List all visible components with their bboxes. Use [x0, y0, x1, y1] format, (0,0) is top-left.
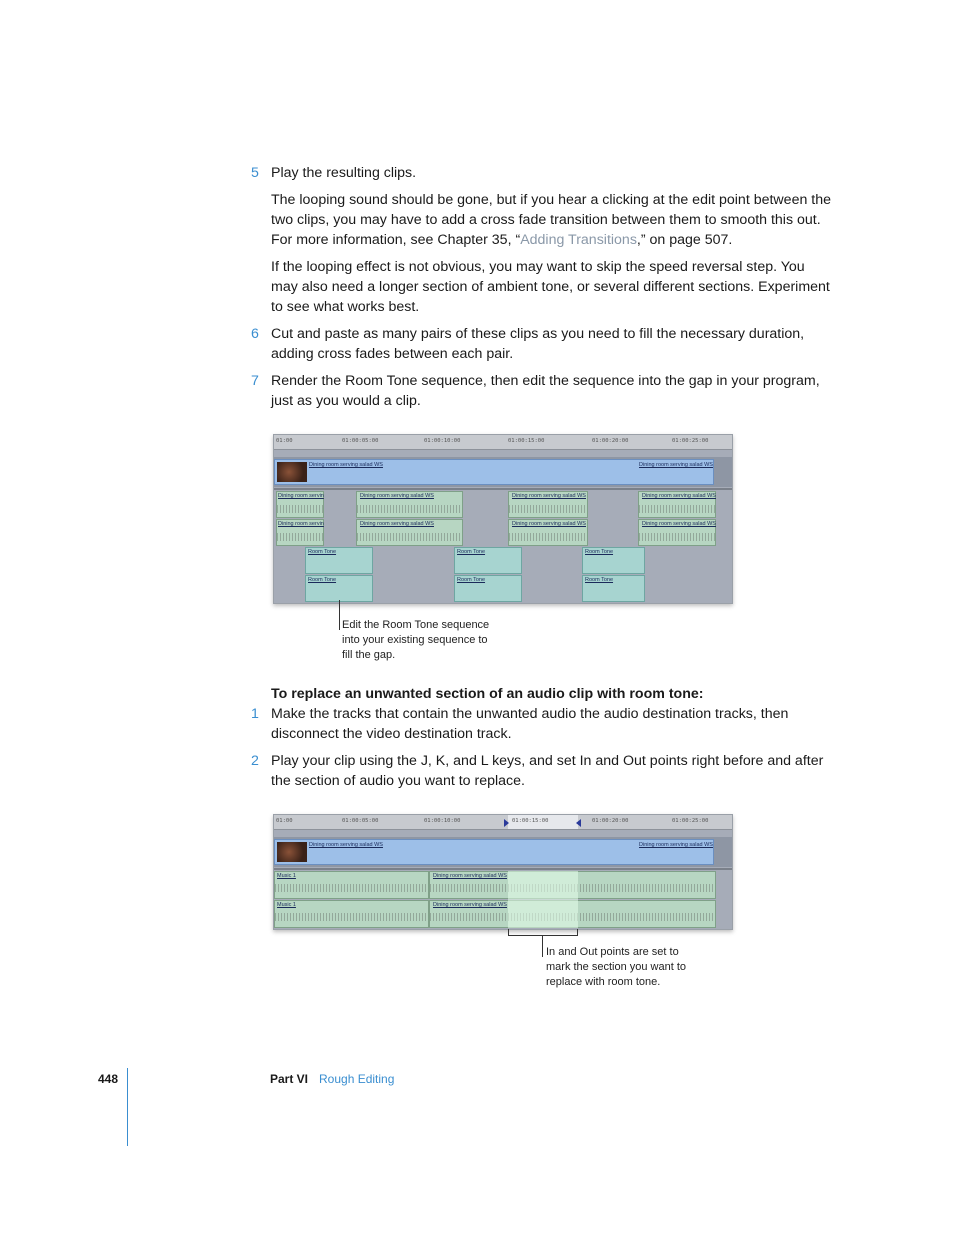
video-thumbnail: [277, 462, 307, 482]
clip-label: Room Tone: [457, 549, 486, 555]
ruler-tick: 01:00:20:00: [592, 438, 629, 444]
clip-label: Dining room serving salad WS: [512, 521, 586, 527]
audio-clip[interactable]: [356, 491, 463, 518]
audio-waveform: [277, 533, 323, 541]
clip-label: Dining room serving salad WS: [433, 902, 507, 908]
step-text: Play the resulting clips.: [271, 165, 417, 181]
room-tone-clip[interactable]: [305, 575, 373, 602]
clip-label: Room Tone: [585, 549, 614, 555]
ruler-tick: 01:00:15:00: [512, 818, 549, 824]
section-heading: To replace an unwanted section of an audio clip with room tone:: [271, 686, 704, 702]
figure-callout: Edit the Room Tone sequence into your existing sequence to fill the gap.: [342, 619, 490, 661]
ruler-tick: 01:00: [276, 438, 293, 444]
cross-reference-link[interactable]: Adding Transitions: [520, 232, 637, 248]
audio-clip[interactable]: [638, 491, 716, 518]
track-divider: [274, 488, 732, 490]
room-tone-clip[interactable]: [454, 547, 522, 574]
clip-label: Dining room serving salad WS: [360, 493, 434, 499]
video-thumbnail: [277, 842, 307, 862]
clip-label: Dining room serving salad WS: [433, 873, 507, 879]
clip-label: Dining room serving salad WS: [309, 462, 383, 468]
clip-label: Dining room serving salad WS: [309, 842, 383, 848]
clip-label: Music 1: [277, 902, 296, 908]
audio-clip[interactable]: [508, 519, 588, 546]
paragraph-text: The looping sound should be gone, but if you hear a clicking at the edit point between the two clips, you may have to add a cross fade transition between them to smooth this out. For more information, see Chapter 35, “: [271, 192, 832, 248]
step-number: 1: [251, 706, 259, 722]
audio-waveform: [357, 505, 462, 513]
callout-bracket: [508, 929, 578, 936]
footer-divider: [127, 1068, 128, 1146]
figure-callout: In and Out points are set to mark the section you want to replace with room tone.: [546, 946, 687, 988]
audio-waveform: [509, 533, 587, 541]
clip-label: Dining room servin: [278, 493, 324, 499]
ruler-tick: 01:00:25:00: [672, 438, 709, 444]
timeline-ruler: [274, 815, 732, 830]
track-divider: [274, 868, 732, 870]
audio-waveform: [639, 533, 715, 541]
clip-label: Dining room serving salad WS: [642, 521, 716, 527]
clip-label: Dining room serving salad WS: [512, 493, 586, 499]
audio-waveform: [277, 505, 323, 513]
audio-clip[interactable]: [508, 491, 588, 518]
audio-waveform: [275, 913, 428, 921]
step-number: 7: [251, 373, 259, 389]
video-track: [274, 837, 732, 867]
clip-label: Music 1: [277, 873, 296, 879]
audio-clip[interactable]: [276, 519, 324, 546]
ruler-tick: 01:00:05:00: [342, 818, 379, 824]
clip-label: Dining room serving salad WS: [639, 842, 713, 848]
paragraph: [271, 190, 831, 250]
audio-clip[interactable]: [276, 491, 324, 518]
callout-leader: [339, 600, 340, 630]
timeline-screenshot: [273, 434, 733, 604]
audio-waveform: [639, 505, 715, 513]
clip-label: Dining room serving salad WS: [360, 521, 434, 527]
timeline-screenshot: [273, 814, 733, 930]
clip-label: Dining room serving salad WS: [642, 493, 716, 499]
step-text: Cut and paste as many pairs of these clips as you need to fill the necessary duration, adding cross fades between each pair.: [271, 326, 805, 362]
paragraph: If the looping effect is not obvious, you may want to skip the speed reversal step. You may also need a longer section of ambient tone, or several different sections. Experiment to see what works best.: [271, 259, 830, 315]
selected-audio-section: [508, 871, 578, 928]
clip-label: Room Tone: [308, 577, 337, 583]
step-text: Render the Room Tone sequence, then edit the sequence into the gap in your program, just as you would a clip.: [271, 373, 820, 409]
ruler-tick: 01:00:20:00: [592, 818, 629, 824]
audio-waveform: [509, 505, 587, 513]
in-point-marker[interactable]: [504, 819, 509, 827]
ruler-tick: 01:00:10:00: [424, 818, 461, 824]
step-number: 6: [251, 326, 259, 342]
ruler-tick: 01:00:25:00: [672, 818, 709, 824]
step-number: 5: [251, 165, 259, 181]
footer-part: Part VI: [270, 1072, 309, 1086]
clip-label: Room Tone: [308, 549, 337, 555]
step-number: 2: [251, 753, 259, 769]
ruler-tick: 01:00:05:00: [342, 438, 379, 444]
timeline-ruler: [274, 435, 732, 450]
paragraph-text: ,” on page 507.: [636, 232, 733, 248]
audio-waveform: [275, 884, 428, 892]
out-point-marker[interactable]: [576, 819, 581, 827]
clip-label: Dining room serving salad WS: [639, 462, 713, 468]
step-text: Make the tracks that contain the unwanted audio the audio destination tracks, then disconnect the video destination track.: [271, 706, 789, 742]
room-tone-clip[interactable]: [582, 547, 645, 574]
video-clip[interactable]: [274, 459, 714, 485]
audio-clip[interactable]: [274, 900, 429, 928]
ruler-tick: 01:00:15:00: [508, 438, 545, 444]
ruler-tick: 01:00: [276, 818, 293, 824]
step-text: Play your clip using the J, K, and L keys, and set In and Out points right before and after the section of audio you want to replace.: [271, 753, 824, 789]
clip-label: Room Tone: [457, 577, 486, 583]
page-number: 448: [98, 1072, 119, 1086]
clip-label: Dining room servin: [278, 521, 324, 527]
room-tone-clip[interactable]: [454, 575, 522, 602]
footer-chapter-link[interactable]: Rough Editing: [319, 1072, 395, 1086]
video-clip[interactable]: [274, 839, 714, 865]
audio-clip[interactable]: [638, 519, 716, 546]
room-tone-clip[interactable]: [582, 575, 645, 602]
audio-waveform: [357, 533, 462, 541]
video-track: [274, 457, 732, 487]
ruler-tick: 01:00:10:00: [424, 438, 461, 444]
clip-label: Room Tone: [585, 577, 614, 583]
callout-leader: [542, 935, 543, 957]
room-tone-clip[interactable]: [305, 547, 373, 574]
audio-clip[interactable]: [356, 519, 463, 546]
audio-clip[interactable]: [274, 871, 429, 899]
